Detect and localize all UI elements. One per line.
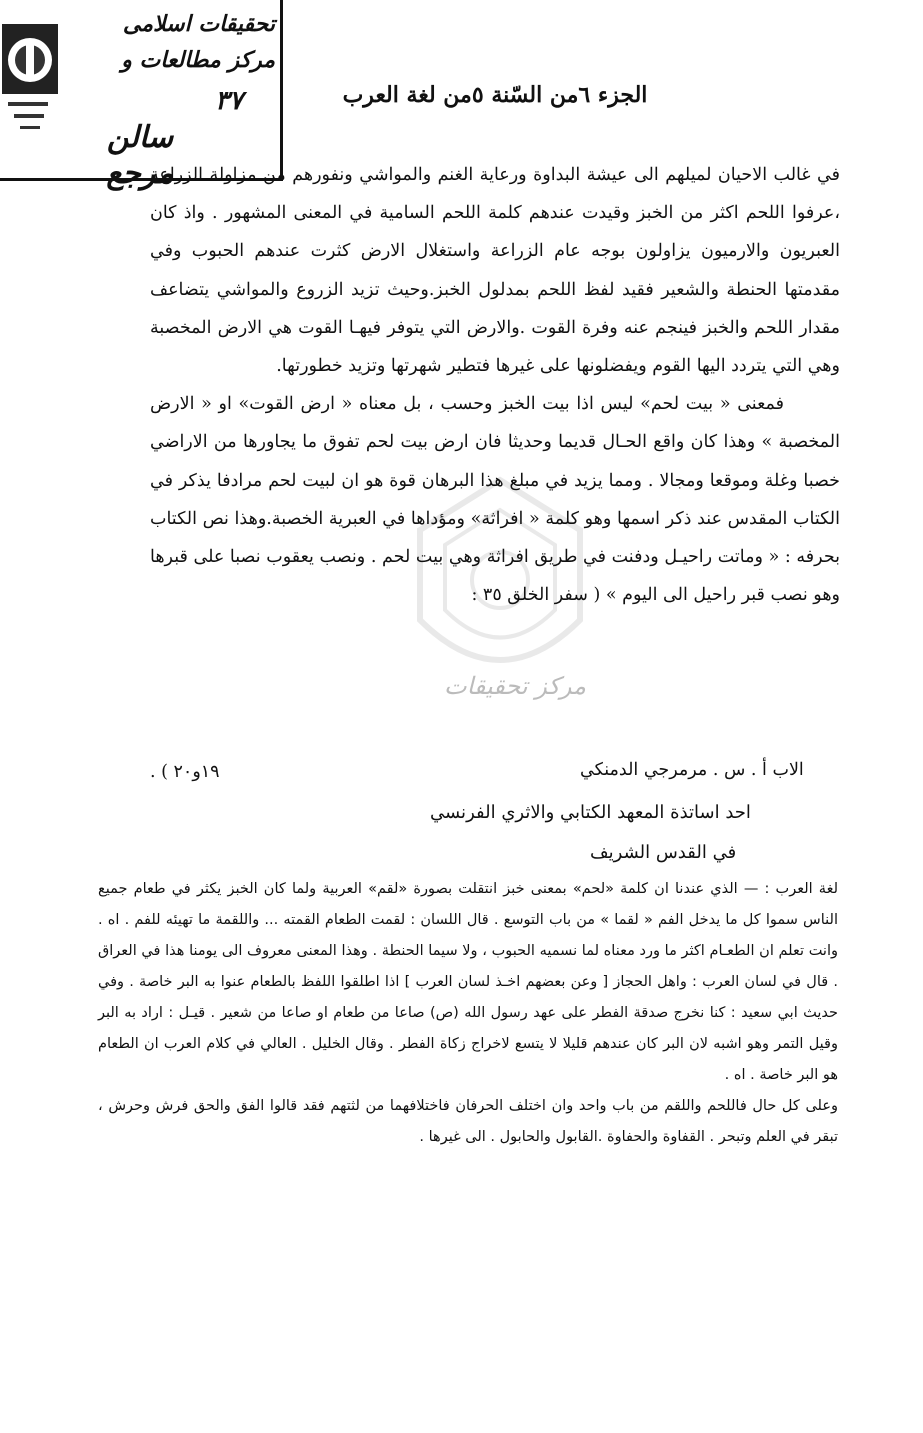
note-paragraph: وعلى كل حال فاللحم واللقم من باب واحد وان اختلف الحرفان فاختلافهما من لثتهم فقد قالوا الفق والحق فرش وحرش ، تبقر في العلم وتبحر . القفاوة والحفاوة .القابول والحابول . الى غيرها .: [98, 1098, 838, 1145]
author-name: الاب أ . س . مرمرجي الدمنكي: [580, 760, 804, 780]
stamp-number: ۳۷: [215, 86, 243, 116]
stamp-text-line2: مرکز مطالعات و: [121, 47, 275, 73]
stamp-text-line1: تحقيقات اسلامی: [122, 11, 275, 37]
watermark-text: مرکز تحقیقات: [444, 672, 586, 700]
seal-emblem-icon: [0, 20, 62, 140]
author-place: في القدس الشريف: [590, 842, 737, 863]
editor-note: [98, 874, 838, 1153]
page-header: الجزء ٦من السّنة ٥من لغة العرب: [342, 82, 648, 108]
stamp-text-line3: سالن مرجع: [106, 120, 174, 191]
note-paragraph: لغة العرب : — الذي عندنا ان كلمة «لحم» بمعنى خبز انتقلت بصورة «لقم» العربية ولما كان الخبز يكثر في طعام جميع الناس سموا كل ما يدخل الفم « لقما » من باب التوسع . قال اللسان : لقمت الطعام القمته ... واللقمة ما تهيئه للفم . اه . وانت تعلم ان الطعـام اكثر ما ورد معناه لما نسميه الحبوب ، ولا سيما الحنطة . وهذا المعنى معروف الى يومنا هذا في العراق . قال في لسان العرب : واهل الحجاز [ وعن بعضهم اخـذ لسان العرب ] اذا اطلقوا اللفظ بالطعام عنوا به البر خاصة . وفي حديث ابي سعيد : كنا نخرج صدقة الفطر على عهد رسول الله (ص) صاعا من طعام او صاعا من شعير . قيـل : اراد به البر وقيل التمر وهو اشبه لان البر كان عندهم قليلا لا يتسع لاخراج زكاة الفطر . وقال الخليل . العالي في كلام العرب ان الطعام هو البر خاصة . اه .: [98, 881, 838, 1083]
reference-end: ١٩و٢٠ ) .: [150, 762, 220, 782]
body-text: [150, 156, 840, 614]
body-paragraph: فمعنى « بيت لحم» ليس اذا بيت الخبز وحسب ، بل معناه « ارض القوت» او « الارض المخصبة » وهذا كان واقع الحـال قديما وحديثا فان ارض بيت لحم تفوق ما يجاورها من الاراضي خصبا وغلة وموقعا ومجالا . ومما يزيد في مبلغ هذا البرهان قوة هو ان لبيت لحم مرادفا يذكر في الكتاب المقدس عند ذكر اسمها وهو كلمة « افراثة» ومؤداها في العبرية الخصبة.وهذا نص الكتاب بحرفه : « وماتت راحيـل ودفنت في طريق افراثة وهي بيت لحم . ونصب يعقوب نصبا على قبرها وهو نصب قبر راحيل الى اليوم » ( سفر الخلق ٣٥ :: [150, 394, 840, 606]
author-title: احد اساتذة المعهد الكتابي والاثري الفرنسي: [430, 802, 751, 823]
library-stamp: [0, 0, 283, 191]
body-paragraph: في غالب الاحيان لميلهم الى عيشة البداوة ورعاية الغنم والمواشي ونفورهم من مزاولة الزراعة ،عرفوا اللحم اكثر من الخبز وقيدت عندهم كلمة اللحم السامية في المعنى المشهور . واذ كان العبريون والارميون يزاولون بوجه عام الزراعة واستغلال الارض كثرت عندهم الحبوب وفي مقدمتها الحنطة والشعير فقيد لفظ اللحم بمدلول الخبز.وحيث تزيد الزروع والمواشي يتضاعف مقدار اللحم والخبز فينجم عنه وفرة القوت .والارض التي يتوفر فيهـا القوت هي الارض المخصبة وهي التي يتردد اليها القوم ويفضلونها على غيرها فتطير شهرتها وتزيد خطورتها.: [150, 165, 840, 377]
